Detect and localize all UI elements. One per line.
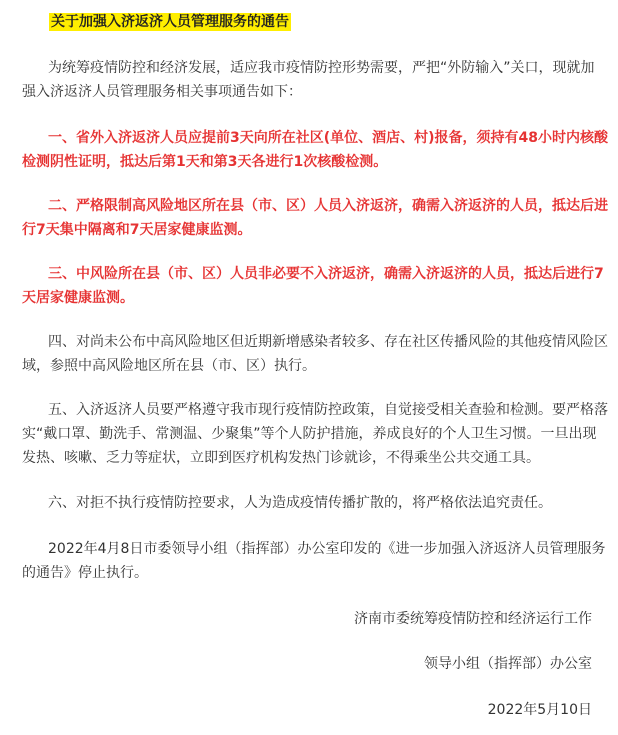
item-2-line-2: 行7天集中隔离和7天居家健康监测。 [22, 222, 252, 238]
item-5-line-3: 发热、咳嗽、乏力等症状，立即到医疗机构发热门诊就诊，不得乘坐公共交通工具。 [22, 450, 540, 466]
item-3-paragraph [22, 262, 612, 310]
item-1-line-1: 一、省外入济返济人员应提前3天向所在社区(单位、酒店、村)报备，须持有48小时内核酸 [48, 130, 609, 146]
notice-line-1: 2022年4月8日市委领导小组（指挥部）办公室印发的《进一步加强入济返济人员管理服务 [48, 541, 606, 557]
item-2-line-1: 二、严格限制高风险地区所在县（市、区）人员入济返济，确需入济返济的人员，抵达后进 [48, 198, 608, 214]
intro-line-2: 强入济返济人员管理服务相关事项通告如下： [22, 84, 302, 100]
notice-paragraph [22, 537, 612, 585]
item-5-paragraph [22, 398, 612, 470]
signature-date: 2022年5月10日 [487, 702, 592, 718]
notice-line-2: 的通告》停止执行。 [22, 565, 148, 581]
item-4-line-1: 四、对尚未公布中高风险地区但近期新增感染者较多、存在社区传播风险的其他疫情风险区 [48, 334, 608, 350]
item-3-line-1: 三、中风险所在县（市、区）人员非必要不入济返济，确需入济返济的人员，抵达后进行7 [48, 266, 604, 282]
signature-org-line-2: 领导小组（指挥部）办公室 [424, 656, 592, 672]
item-4-paragraph [22, 330, 612, 378]
item-5-line-1: 五、入济返济人员要严格遵守我市现行疫情防控政策，自觉接受相关查验和检测。要严格落 [48, 402, 608, 418]
item-1-line-2: 检测阴性证明，抵达后第1天和第3天各进行1次核酸检测。 [22, 154, 388, 170]
item-1-paragraph [22, 126, 612, 174]
item-2-paragraph [22, 194, 612, 242]
item-4-line-2: 域，参照中高风险地区所在县（市、区）执行。 [22, 358, 316, 374]
intro-paragraph [22, 56, 612, 104]
signature-org-line-1: 济南市委统筹疫情防控和经济运行工作 [354, 611, 592, 627]
document-title: 关于加强入济返济人员管理服务的通告 [51, 14, 289, 30]
item-3-line-2: 天居家健康监测。 [22, 290, 134, 306]
item-6-paragraph [22, 491, 612, 515]
intro-line-1: 为统筹疫情防控和经济发展，适应我市疫情防控形势需要，严把“外防输入”关口，现就加 [48, 60, 595, 76]
item-6-line-1: 六、对拒不执行疫情防控要求，人为造成疫情传播扩散的，将严格依法追究责任。 [48, 495, 552, 511]
item-5-line-2: 实“戴口罩、勤洗手、常测温、少聚集”等个人防护措施，养成良好的个人卫生习惯。一旦出现 [22, 426, 597, 442]
